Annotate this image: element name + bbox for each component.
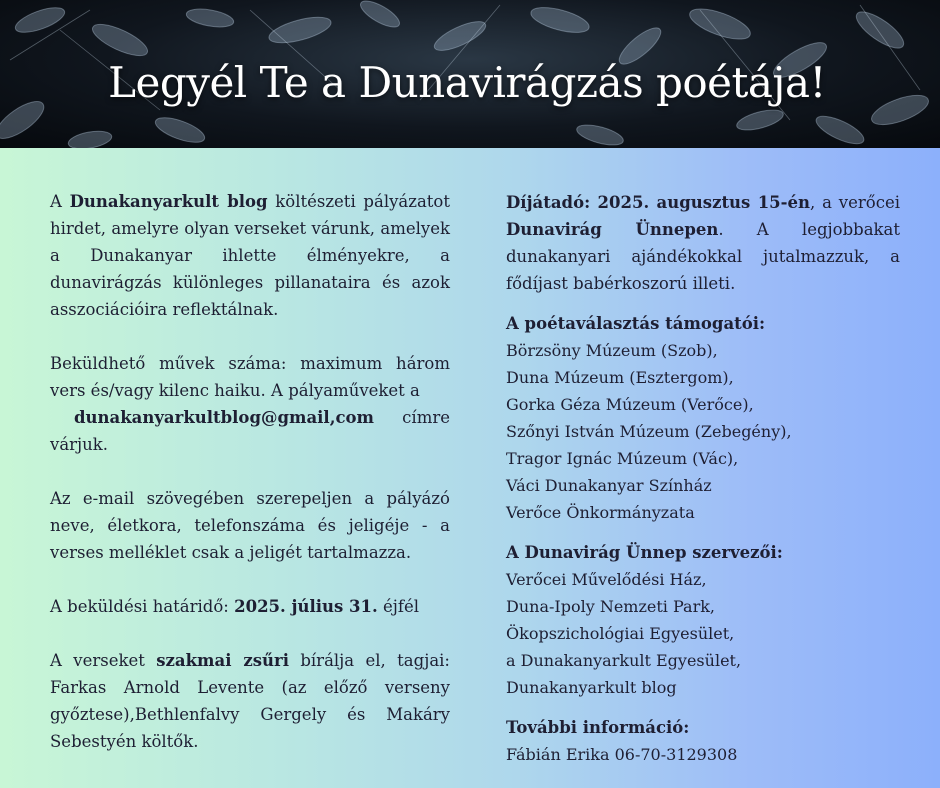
supporter-item: Szőnyi István Múzeum (Zebegény), <box>506 422 792 441</box>
info-section <box>506 714 900 768</box>
supporter-item: Gorka Géza Múzeum (Verőce), <box>506 395 754 414</box>
supporters-section <box>506 310 900 526</box>
organizers-section <box>506 539 900 701</box>
deadline-paragraph: A beküldési határidő: 2025. július 31. éjfél <box>50 597 420 616</box>
supporter-item: Verőce Önkormányzata <box>506 503 695 522</box>
supporter-item: Börzsöny Múzeum (Szob), <box>506 341 718 360</box>
organizers-heading: A Dunavirág Ünnep szervezői: <box>506 543 783 562</box>
organizer-item: Duna-Ipoly Nemzeti Park, <box>506 597 716 616</box>
header-banner <box>0 0 940 148</box>
contact-line: Fábián Erika 06-70-3129308 <box>506 745 738 764</box>
info-heading: További információ: <box>506 718 690 737</box>
organizer-item: Ökopszichológiai Egyesület, <box>506 624 735 643</box>
supporter-item: Tragor Ignác Múzeum (Vác), <box>506 449 739 468</box>
supporter-item: Váci Dunakanyar Színház <box>506 476 712 495</box>
page-title: Legyél Te a Dunavirágzás poétája! <box>108 58 826 107</box>
organizer-item: Dunakanyarkult blog <box>506 678 677 697</box>
organizer-item: Verőcei Művelődési Ház, <box>506 570 707 589</box>
left-column <box>50 188 450 755</box>
submission-paragraph: Beküldhető művek száma: maximum három vers és/vagy kilenc haiku. A pályaműveket a dunakanyarkultblog@gmail,com címre várjuk. <box>50 354 450 454</box>
email-link[interactable]: dunakanyarkultblog@gmail,com <box>74 408 374 427</box>
jury-paragraph: A verseket szakmai zsűri bírálja el, tagjai: Farkas Arnold Levente (az előző verseny győztese),Bethlenfalvy Gergely és Makáry Sebestyén költők. <box>50 651 450 751</box>
award-paragraph: Díjátadó: 2025. augusztus 15-én, a verőcei Dunavirág Ünnepen. A legjobbakat dunakanyari ajándékokkal jutalmazzuk, a fődíjast babérkoszorú illeti. <box>506 193 900 293</box>
email-body-paragraph: Az e-mail szövegében szerepeljen a pályázó neve, életkora, telefonszáma és jeligéje - a verses melléklet csak a jeligét tartalmazza. <box>50 489 450 562</box>
organizer-item: a Dunakanyarkult Egyesület, <box>506 651 742 670</box>
intro-paragraph: A Dunakanyarkult blog költészeti pályázatot hirdet, amelyre olyan verseket várunk, amelyek a Dunakanyar ihlette élményekre, a dunavirágzás különleges pillanataira és azok asszociációira reflektálnak. <box>50 192 450 319</box>
supporters-heading: A poétaválasztás támogatói: <box>506 314 766 333</box>
supporter-item: Duna Múzeum (Esztergom), <box>506 368 734 387</box>
right-column <box>506 189 900 781</box>
